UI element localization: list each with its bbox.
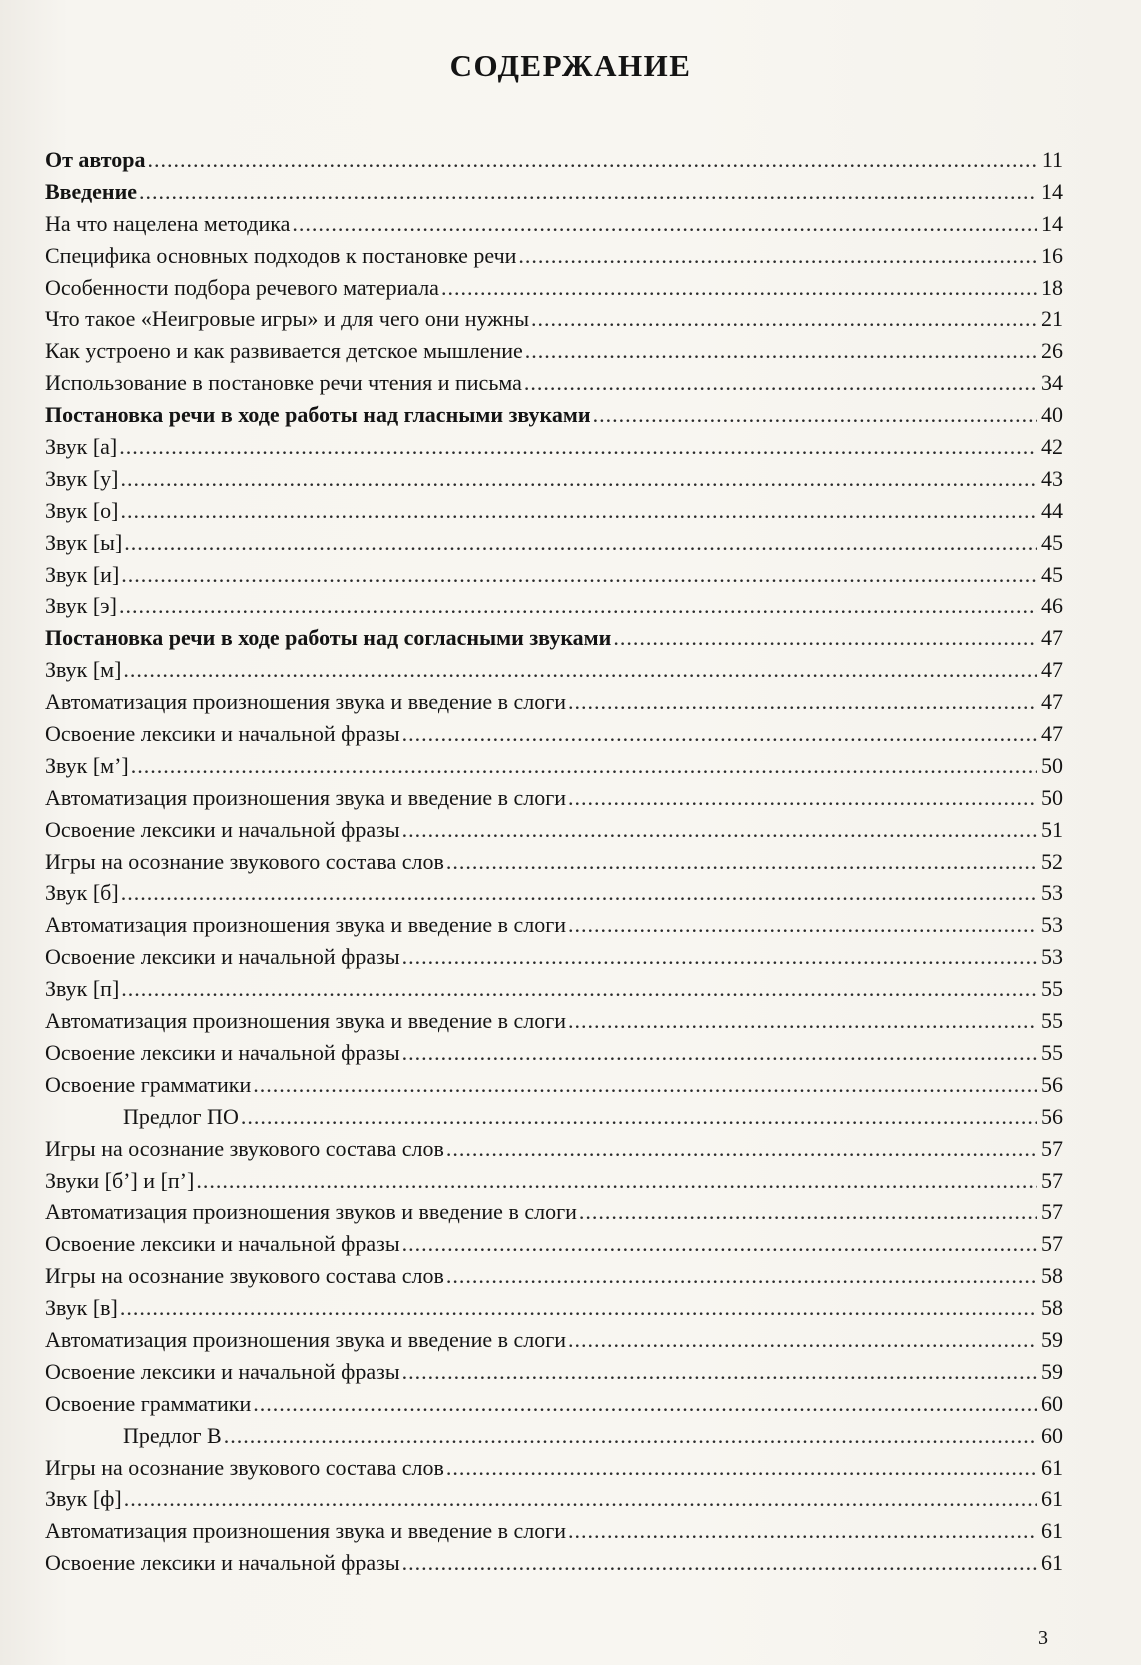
toc-entry-page: 56 bbox=[1041, 1071, 1063, 1097]
toc-dot-leader bbox=[593, 399, 1037, 431]
toc-entry-page: 53 bbox=[1041, 880, 1063, 906]
toc-entry-label: Освоение лексики и начальной фразы bbox=[45, 1039, 400, 1065]
toc-entry bbox=[45, 1420, 1063, 1452]
toc-entry-page: 61 bbox=[1041, 1454, 1063, 1480]
toc-dot-leader bbox=[402, 941, 1037, 973]
toc-entry-label: Освоение лексики и начальной фразы bbox=[45, 1550, 400, 1576]
toc-entry bbox=[45, 1228, 1063, 1260]
toc-entry-label: От автора bbox=[45, 147, 146, 172]
toc-entry-page: 40 bbox=[1041, 402, 1063, 428]
toc-entry-label: Освоение лексики и начальной фразы bbox=[45, 816, 400, 842]
toc-dot-leader bbox=[241, 1101, 1037, 1133]
toc-entry-label: Звук [ф] bbox=[45, 1486, 122, 1512]
toc-dot-leader bbox=[613, 622, 1037, 654]
toc-entry bbox=[45, 559, 1063, 591]
toc-entry bbox=[45, 272, 1063, 304]
toc-entry-page: 50 bbox=[1041, 784, 1063, 810]
toc-entry bbox=[45, 1005, 1063, 1037]
toc-entry-page: 52 bbox=[1041, 848, 1063, 874]
toc-dot-leader bbox=[131, 750, 1037, 782]
toc-dot-leader bbox=[121, 495, 1038, 527]
toc-entry bbox=[45, 1547, 1063, 1579]
toc-dot-leader bbox=[441, 272, 1037, 304]
toc-entry bbox=[45, 718, 1063, 750]
toc-entry bbox=[45, 1515, 1063, 1547]
toc-entry-page: 57 bbox=[1041, 1167, 1063, 1193]
toc-entry-page: 47 bbox=[1041, 689, 1063, 715]
toc-entry bbox=[45, 303, 1063, 335]
toc-entry bbox=[45, 1260, 1063, 1292]
toc-dot-leader bbox=[525, 335, 1037, 367]
toc-entry-page: 57 bbox=[1041, 1135, 1063, 1161]
toc-entry bbox=[45, 846, 1063, 878]
toc-entry-label: Звук [ы] bbox=[45, 529, 123, 555]
toc-dot-leader bbox=[446, 1260, 1037, 1292]
toc-entry-label: Специфика основных подходов к постановке речи bbox=[45, 242, 517, 268]
toc-entry-page: 34 bbox=[1041, 370, 1063, 396]
toc-entry-label: Предлог ПО bbox=[123, 1103, 239, 1129]
toc-entry-label: Игры на осознание звукового состава слов bbox=[45, 1454, 444, 1480]
toc-entry-label: Звук [в] bbox=[45, 1295, 118, 1321]
toc-entry-label: Звук [п] bbox=[45, 976, 120, 1002]
toc-entry-page: 61 bbox=[1041, 1550, 1063, 1576]
toc-entry bbox=[45, 782, 1063, 814]
toc-entry-label: Освоение грамматики bbox=[45, 1071, 252, 1097]
toc-entry-label: Предлог В bbox=[123, 1422, 222, 1448]
toc-entry-page: 61 bbox=[1041, 1518, 1063, 1544]
toc-entry-label: Автоматизация произношения звука и введение в слоги bbox=[45, 784, 567, 810]
toc-entry-page: 60 bbox=[1041, 1422, 1063, 1448]
toc-entry bbox=[45, 431, 1063, 463]
toc-entry-label: Освоение лексики и начальной фразы bbox=[45, 1231, 400, 1257]
toc-entry-label: Что такое «Неигровые игры» и для чего они нужны bbox=[45, 306, 529, 332]
toc-entry bbox=[45, 1133, 1063, 1165]
toc-dot-leader bbox=[224, 1420, 1037, 1452]
toc-dot-leader bbox=[123, 654, 1037, 686]
toc-entry-page: 55 bbox=[1041, 1039, 1063, 1065]
toc-dot-leader bbox=[121, 463, 1038, 495]
toc-dot-leader bbox=[402, 718, 1037, 750]
toc-entry-label: Автоматизация произношения звука и введение в слоги bbox=[45, 1326, 567, 1352]
toc-entry-label: Игры на осознание звукового состава слов bbox=[45, 1135, 444, 1161]
toc-entry-page: 61 bbox=[1041, 1486, 1063, 1512]
table-of-contents bbox=[45, 144, 1063, 1579]
toc-entry bbox=[45, 1356, 1063, 1388]
toc-dot-leader bbox=[139, 176, 1037, 208]
toc-dot-leader bbox=[531, 303, 1037, 335]
toc-entry-page: 58 bbox=[1041, 1263, 1063, 1289]
toc-entry bbox=[45, 814, 1063, 846]
toc-entry bbox=[45, 1037, 1063, 1069]
toc-entry-label: Звук [а] bbox=[45, 434, 118, 460]
toc-entry-page: 57 bbox=[1041, 1199, 1063, 1225]
toc-dot-leader bbox=[124, 527, 1037, 559]
toc-entry-page: 26 bbox=[1041, 338, 1063, 364]
toc-entry-label: Освоение лексики и начальной фразы bbox=[45, 1358, 400, 1384]
toc-entry-page: 14 bbox=[1041, 178, 1063, 204]
toc-entry-page: 47 bbox=[1041, 657, 1063, 683]
toc-dot-leader bbox=[568, 1005, 1037, 1037]
toc-dot-leader bbox=[402, 1547, 1037, 1579]
toc-entry bbox=[45, 1069, 1063, 1101]
toc-entry bbox=[45, 367, 1063, 399]
toc-dot-leader bbox=[121, 559, 1037, 591]
toc-dot-leader bbox=[119, 590, 1037, 622]
toc-entry bbox=[45, 240, 1063, 272]
page-title: СОДЕРЖАНИЕ bbox=[449, 48, 692, 83]
toc-entry-page: 53 bbox=[1041, 912, 1063, 938]
toc-dot-leader bbox=[196, 1165, 1037, 1197]
toc-entry-label: Звук [и] bbox=[45, 561, 120, 587]
toc-entry-label: Автоматизация произношения звука и введение в слоги bbox=[45, 1008, 567, 1034]
toc-dot-leader bbox=[446, 1133, 1037, 1165]
toc-entry-page: 58 bbox=[1041, 1295, 1063, 1321]
toc-entry-label: Автоматизация произношения звука и введение в слоги bbox=[45, 1518, 567, 1544]
toc-entry-page: 43 bbox=[1041, 465, 1063, 491]
toc-entry-page: 11 bbox=[1041, 147, 1063, 172]
toc-dot-leader bbox=[518, 240, 1037, 272]
toc-entry-label: Звук [у] bbox=[45, 465, 119, 491]
toc-entry-page: 18 bbox=[1041, 274, 1063, 300]
toc-entry bbox=[45, 622, 1063, 654]
toc-entry-page: 55 bbox=[1041, 976, 1063, 1002]
toc-entry bbox=[45, 1101, 1063, 1133]
toc-entry-label: На что нацелена методика bbox=[45, 210, 291, 236]
toc-entry-label: Как устроено и как развивается детское мышление bbox=[45, 338, 523, 364]
toc-dot-leader bbox=[402, 1228, 1037, 1260]
toc-dot-leader bbox=[579, 1196, 1037, 1228]
toc-dot-leader bbox=[568, 686, 1037, 718]
toc-entry bbox=[45, 495, 1063, 527]
page-number: 3 bbox=[1038, 1627, 1048, 1649]
toc-entry bbox=[45, 399, 1063, 431]
toc-entry-label: Автоматизация произношения звука и введение в слоги bbox=[45, 912, 567, 938]
toc-entry-label: Звук [б] bbox=[45, 880, 119, 906]
toc-entry-label: Звук [о] bbox=[45, 497, 119, 523]
toc-entry-label: Звук [э] bbox=[45, 593, 117, 619]
toc-entry-page: 45 bbox=[1041, 529, 1063, 555]
toc-entry-page: 21 bbox=[1041, 306, 1063, 332]
toc-entry bbox=[45, 590, 1063, 622]
toc-entry-page: 60 bbox=[1041, 1390, 1063, 1416]
toc-entry-label: Особенности подбора речевого материала bbox=[45, 274, 439, 300]
toc-entry-page: 46 bbox=[1041, 593, 1063, 619]
toc-entry bbox=[45, 877, 1063, 909]
toc-entry-label: Звуки [б’] и [п’] bbox=[45, 1167, 195, 1193]
toc-entry-page: 16 bbox=[1041, 242, 1063, 268]
toc-entry bbox=[45, 750, 1063, 782]
toc-dot-leader bbox=[568, 909, 1037, 941]
toc-dot-leader bbox=[121, 973, 1037, 1005]
toc-dot-leader bbox=[402, 814, 1037, 846]
toc-dot-leader bbox=[119, 431, 1037, 463]
toc-entry-page: 53 bbox=[1041, 944, 1063, 970]
toc-entry bbox=[45, 1292, 1063, 1324]
toc-entry bbox=[45, 1452, 1063, 1484]
toc-entry bbox=[45, 208, 1063, 240]
toc-entry-page: 50 bbox=[1041, 752, 1063, 778]
toc-entry bbox=[45, 686, 1063, 718]
toc-dot-leader bbox=[253, 1388, 1037, 1420]
toc-entry-page: 44 bbox=[1041, 497, 1063, 523]
toc-entry-page: 47 bbox=[1041, 721, 1063, 747]
toc-entry bbox=[45, 335, 1063, 367]
toc-entry bbox=[45, 176, 1063, 208]
toc-dot-leader bbox=[253, 1069, 1037, 1101]
toc-entry-label: Освоение грамматики bbox=[45, 1390, 252, 1416]
toc-entry bbox=[45, 1483, 1063, 1515]
toc-dot-leader bbox=[124, 1483, 1037, 1515]
toc-dot-leader bbox=[402, 1356, 1037, 1388]
toc-entry-page: 56 bbox=[1041, 1103, 1063, 1129]
toc-entry bbox=[45, 527, 1063, 559]
toc-entry-page: 55 bbox=[1041, 1008, 1063, 1034]
toc-dot-leader bbox=[121, 877, 1037, 909]
toc-dot-leader bbox=[568, 1515, 1037, 1547]
toc-entry bbox=[45, 909, 1063, 941]
toc-dot-leader bbox=[568, 782, 1037, 814]
toc-entry-label: Игры на осознание звукового состава слов bbox=[45, 848, 444, 874]
toc-entry-page: 57 bbox=[1041, 1231, 1063, 1257]
toc-entry-label: Звук [м] bbox=[45, 657, 122, 683]
toc-entry-label: Постановка речи в ходе работы над гласными звуками bbox=[45, 402, 591, 428]
toc-entry-label: Введение bbox=[45, 178, 138, 204]
toc-entry-label: Постановка речи в ходе работы над согласными звуками bbox=[45, 625, 612, 651]
toc-dot-leader bbox=[446, 846, 1037, 878]
toc-entry bbox=[45, 973, 1063, 1005]
toc-entry-page: 59 bbox=[1041, 1358, 1063, 1384]
toc-dot-leader bbox=[120, 1292, 1037, 1324]
toc-entry-page: 42 bbox=[1041, 434, 1063, 460]
toc-entry-label: Освоение лексики и начальной фразы bbox=[45, 721, 400, 747]
toc-entry-page: 51 bbox=[1041, 816, 1063, 842]
toc-entry-page: 14 bbox=[1041, 210, 1063, 236]
toc-entry bbox=[45, 1388, 1063, 1420]
toc-entry-label: Автоматизация произношения звука и введение в слоги bbox=[45, 689, 567, 715]
toc-dot-leader bbox=[292, 208, 1037, 240]
toc-entry-page: 45 bbox=[1041, 561, 1063, 587]
toc-entry bbox=[45, 1324, 1063, 1356]
toc-entry-page: 47 bbox=[1041, 625, 1063, 651]
toc-entry-label: Звук [м’] bbox=[45, 752, 129, 778]
toc-entry-page: 59 bbox=[1041, 1326, 1063, 1352]
toc-entry bbox=[45, 1165, 1063, 1197]
toc-entry-label: Игры на осознание звукового состава слов bbox=[45, 1263, 444, 1289]
toc-dot-leader bbox=[446, 1452, 1037, 1484]
toc-dot-leader bbox=[524, 367, 1037, 399]
toc-entry bbox=[45, 654, 1063, 686]
toc-dot-leader bbox=[568, 1324, 1037, 1356]
toc-entry bbox=[45, 941, 1063, 973]
toc-entry-label: Использование в постановке речи чтения и письма bbox=[45, 370, 522, 396]
toc-entry bbox=[45, 144, 1063, 176]
toc-dot-leader bbox=[148, 144, 1037, 176]
toc-entry-label: Освоение лексики и начальной фразы bbox=[45, 944, 400, 970]
toc-entry bbox=[45, 1196, 1063, 1228]
toc-entry bbox=[45, 463, 1063, 495]
toc-dot-leader bbox=[402, 1037, 1037, 1069]
toc-entry-label: Автоматизация произношения звуков и введение в слоги bbox=[45, 1199, 577, 1225]
